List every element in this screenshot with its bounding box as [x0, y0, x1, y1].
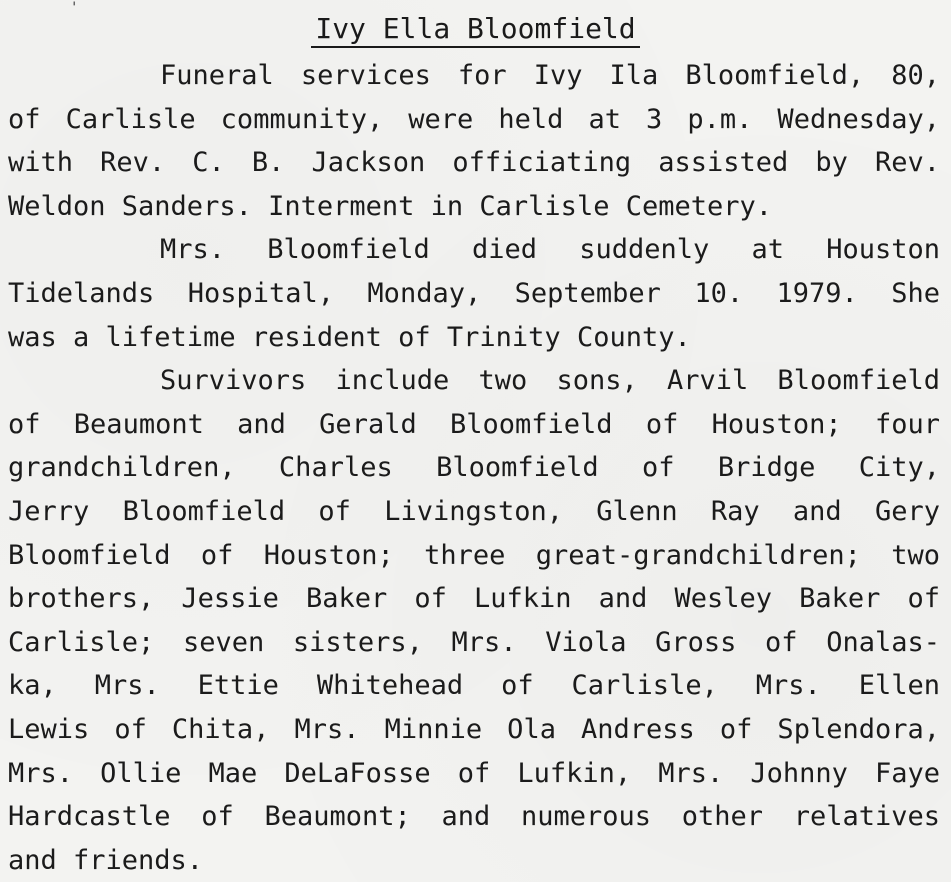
text-line: was a lifetime resident of Trinity County.	[8, 321, 691, 353]
text-line: Mrs. Ollie Mae DeLaFosse of Lufkin, Mrs. Johnny Faye	[8, 757, 940, 789]
text-line: Hardcastle of Beaumont; and numerous other relatives	[8, 801, 940, 833]
text-line: and friends.	[8, 844, 204, 876]
text-line: brothers, Jessie Baker of Lufkin and Wesley Baker of	[8, 583, 940, 615]
text-line: of Carlisle community, were held at 3 p.m. Wednesday,	[8, 103, 940, 135]
text-line: Jerry Bloomfield of Livingston, Glenn Ray and Gery	[8, 495, 940, 527]
text-line: of Beaumont and Gerald Bloomfield of Houston; four	[8, 408, 940, 440]
text-line: Survivors include two sons, Arvil Bloomfield	[160, 365, 940, 397]
text-line: ka, Mrs. Ettie Whitehead of Carlisle, Mrs. Ellen	[8, 670, 940, 702]
text-line: with Rev. C. B. Jackson officiating assisted by Rev.	[8, 147, 940, 179]
text-line: Tidelands Hospital, Monday, September 10. 1979. She	[8, 277, 940, 309]
text-line: Mrs. Bloomfield died suddenly at Houston	[160, 234, 940, 266]
obituary-body	[8, 54, 940, 882]
text-line: Lewis of Chita, Mrs. Minnie Ola Andress of Splendora,	[8, 713, 940, 745]
text-line: Weldon Sanders. Interment in Carlisle Cemetery.	[8, 190, 773, 222]
clipping-edge-fragment: '	[70, 0, 79, 16]
obituary-title-text: Ivy Ella Bloomfield	[311, 12, 639, 48]
text-line: grandchildren, Charles Bloomfield of Bridge City,	[8, 452, 940, 484]
text-line: Carlisle; seven sisters, Mrs. Viola Gross of Onalas-	[8, 626, 940, 658]
text-line: Funeral services for Ivy Ila Bloomfield, 80,	[160, 60, 940, 91]
text-line: Bloomfield of Houston; three great-grandchildren; two	[8, 539, 940, 571]
obituary-title	[0, 12, 951, 48]
